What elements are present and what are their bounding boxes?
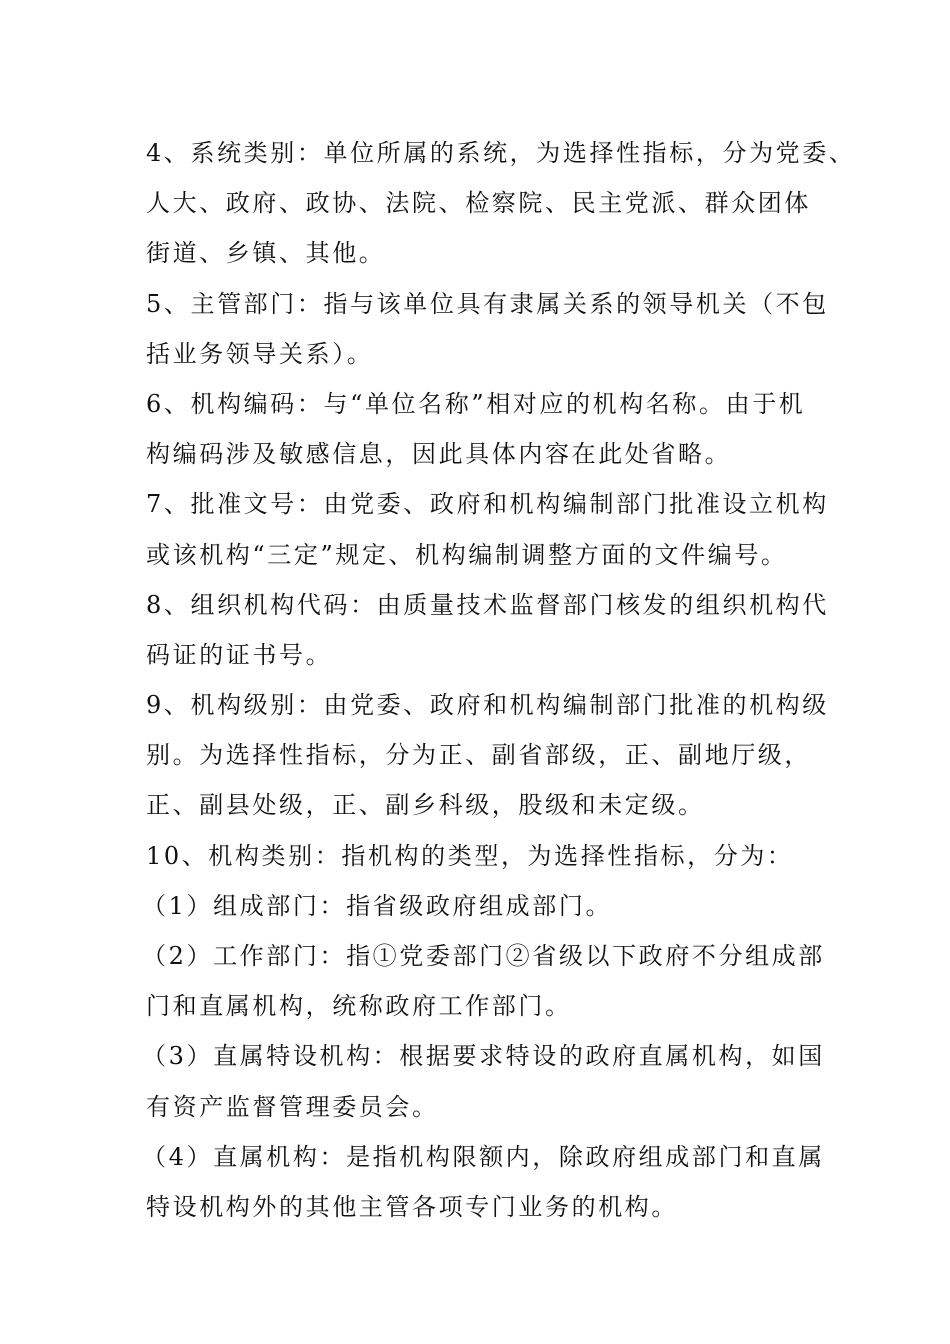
item-5-line-2: 括业务领导关系）。 (146, 339, 374, 368)
item-6-line-2: 构编码涉及敏感信息，因此具体内容在此处省略。 (146, 440, 732, 469)
item-9-line-2: 别。为选择性指标，分为正、副省部级，正、副地厅级， (146, 741, 811, 770)
item-9-line-1: 9、机构级别：由党委、政府和机构编制部门批准的机构级 (146, 691, 829, 720)
document-body (142, 128, 856, 1232)
item-8-line-2: 码证的证书号。 (146, 640, 333, 669)
item-9-line-3: 正、副县处级，正、副乡科级，股级和未定级。 (146, 791, 705, 820)
item-6-line-1: 6、机构编码：与“单位名称”相对应的机构名称。由于机 (146, 389, 806, 418)
item-8-line-1: 8、组织机构代码：由质量技术监督部门核发的组织机构代 (146, 590, 829, 619)
subitem-3-line-1: （3）直属特设机构：根据要求特设的政府直属机构，如国 (142, 1042, 825, 1071)
item-4-line-2: 人大、政府、政协、法院、检察院、民主党派、群众团体 (146, 189, 811, 218)
item-4-line-3: 街道、乡镇、其他。 (146, 239, 386, 268)
subitem-2-line-2: 门和直属机构，统称政府工作部门。 (146, 992, 572, 1021)
subitem-3-line-2: 有资产监督管理委员会。 (146, 1092, 439, 1121)
item-4-line-1: 4、系统类别：单位所属的系统，为选择性指标，分为党委、 (146, 139, 856, 167)
item-5-line-1: 5、主管部门：指与该单位具有隶属关系的领导机关（不包 (146, 289, 829, 318)
subitem-4-line-2: 特设机构外的其他主管各项专门业务的机构。 (146, 1192, 678, 1221)
item-10-line-1: 10、机构类别：指机构的类型，为选择性指标，分为： (146, 841, 794, 870)
subitem-4-line-1: （4）直属机构：是指机构限额内，除政府组成部门和直属 (142, 1142, 825, 1171)
item-7-line-1: 7、批准文号：由党委、政府和机构编制部门批准设立机构 (146, 490, 829, 519)
item-7-line-2: 或该机构“三定”规定、机构编制调整方面的文件编号。 (146, 540, 788, 569)
subitem-2-line-1: （2）工作部门：指①党委部门②省级以下政府不分组成部 (142, 942, 825, 970)
subitem-1-line-1: （1）组成部门：指省级政府组成部门。 (142, 891, 613, 920)
